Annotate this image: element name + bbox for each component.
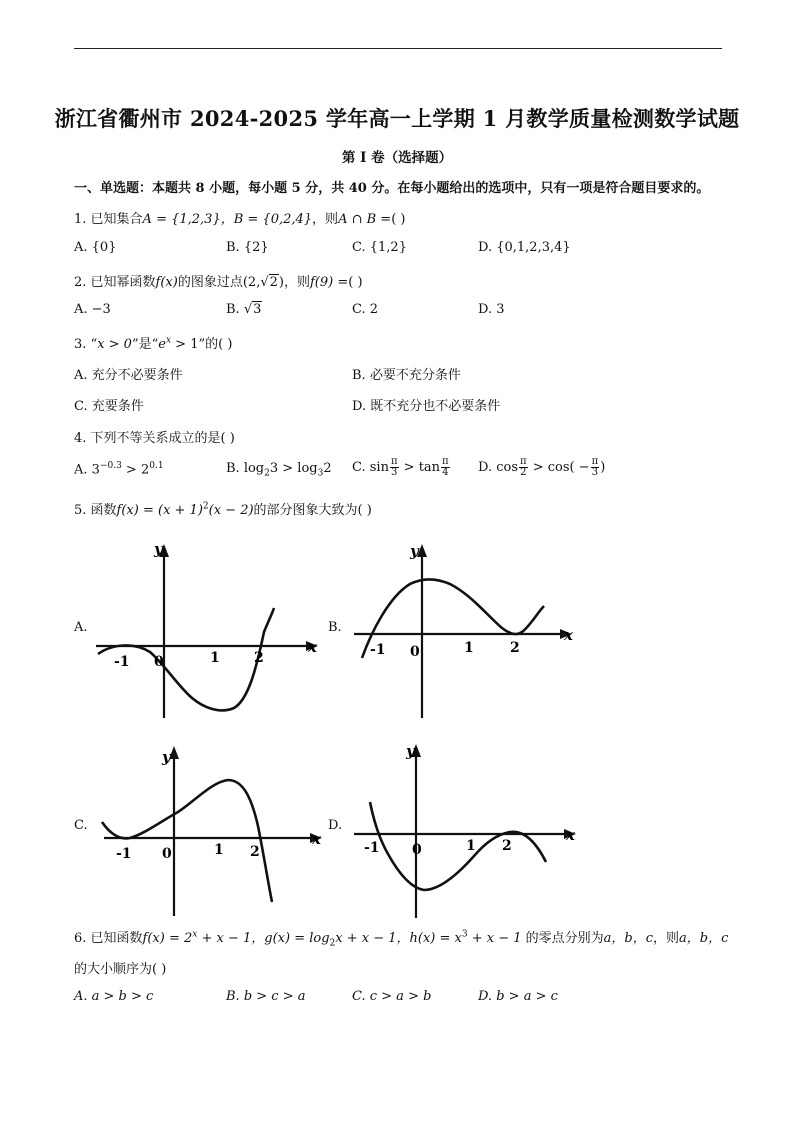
q5-graph-a[interactable] <box>92 540 332 720</box>
question-3-stem: 3. “x > 0”是“$e^x > 1$”的( ) <box>74 335 233 352</box>
q4-option-c[interactable]: C. sin $\frac{\pi}{3}$ > tan $\frac{\pi}{4}$ <box>352 456 449 478</box>
question-1-stem: 1. 已知集合A = {1,2,3}，B = {0,2,4}，则A ∩ B =( ) <box>74 212 406 227</box>
y-axis-label: y <box>154 540 163 558</box>
volume-subtitle: 第 I 卷（选择题） <box>341 150 453 166</box>
tick-label: -1 <box>114 654 130 670</box>
q2-option-c[interactable]: C. 2 <box>352 302 379 317</box>
tick-label: 0 <box>410 644 420 660</box>
q5-graph-d[interactable] <box>350 742 590 922</box>
q3-option-c[interactable]: C. 充要条件 <box>74 399 144 414</box>
q5-graph-b[interactable] <box>350 540 590 720</box>
tick-label: 1 <box>214 842 224 858</box>
question-4-stem: 4. 下列不等关系成立的是( ) <box>74 431 235 446</box>
q6-option-a[interactable]: A. a > b > c <box>74 989 154 1004</box>
q6-option-d[interactable]: D. b > a > c <box>478 989 558 1004</box>
q3-option-b[interactable]: B. 必要不充分条件 <box>352 368 461 383</box>
q5-option-c-label[interactable]: C. <box>74 818 88 833</box>
tick-label: 2 <box>250 844 260 860</box>
q5-option-b-label[interactable]: B. <box>328 620 342 635</box>
x-axis-label: x <box>566 826 575 844</box>
tick-label: 1 <box>466 838 476 854</box>
q1-option-b[interactable]: B. {2} <box>226 240 269 255</box>
question-5-stem: 5. 函数$f(x) = (x + 1)^2(x - 2)$的部分图象大致为( ) <box>74 501 372 518</box>
q2-option-b[interactable]: B. √3 <box>226 302 262 317</box>
x-axis-label: x <box>308 638 317 656</box>
tick-label: 1 <box>464 640 474 656</box>
tick-label: 0 <box>154 654 164 670</box>
section-instruction: 一、单选题：本题共 8 小题，每小题 5 分，共 40 分。在每小题给出的选项中，只有一项是符合题目要求的。 <box>74 181 710 196</box>
tick-label: 2 <box>254 650 264 666</box>
q4-option-a[interactable]: A. $3^{-0.3} > 2^{0.1}$ <box>74 461 164 478</box>
y-axis-label: y <box>406 742 415 760</box>
tick-label: 2 <box>502 838 512 854</box>
y-axis-label: y <box>162 748 171 766</box>
q4-option-d[interactable]: D. cos $\frac{\pi}{2}$ > cos( − $\frac{\pi}{3}$ ) <box>478 456 606 478</box>
q5-option-d-label[interactable]: D. <box>328 818 343 833</box>
tick-label: 1 <box>210 650 220 666</box>
q1-option-d[interactable]: D. {0,1,2,3,4} <box>478 240 571 255</box>
q2-option-a[interactable]: A. −3 <box>74 302 111 317</box>
tick-label: -1 <box>370 642 386 658</box>
header-rule <box>74 48 722 49</box>
question-6-stem-line2: 的大小顺序为( ) <box>74 962 167 977</box>
q5-option-a-label[interactable]: A. <box>74 620 88 635</box>
tick-label: 0 <box>162 846 172 862</box>
q4-option-b[interactable]: B. $\log_23 > \log_32$ <box>226 461 332 479</box>
x-axis-label: x <box>564 626 573 644</box>
q3-option-a[interactable]: A. 充分不必要条件 <box>74 368 183 383</box>
q3-option-d[interactable]: D. 既不充分也不必要条件 <box>352 399 501 414</box>
q1-option-a[interactable]: A. {0} <box>74 240 117 255</box>
y-axis-label: y <box>410 542 419 560</box>
tick-label: -1 <box>364 840 380 856</box>
q6-option-c[interactable]: C. c > a > b <box>352 989 432 1004</box>
q5-graph-c[interactable] <box>92 742 332 922</box>
question-2-stem: 2. 已知幂函数f(x)的图象过点(2,√2)，则f(9) =( ) <box>74 275 363 290</box>
question-6-stem-line1: 6. 已知函数$f(x) = 2^x + x - 1$，$g(x) = \log_2x + x - 1$，$h(x) = x^3 + x - 1$ 的零点分别为a，b，c，则a，b，c <box>74 929 729 949</box>
tick-label: 0 <box>412 842 422 858</box>
tick-label: -1 <box>116 846 132 862</box>
q6-option-b[interactable]: B. b > c > a <box>226 989 306 1004</box>
page-title: 浙江省衢州市 2024-2025 学年高一上学期 1 月教学质量检测数学试题 <box>54 106 740 131</box>
tick-label: 2 <box>510 640 520 656</box>
x-axis-label: x <box>312 830 321 848</box>
q1-option-c[interactable]: C. {1,2} <box>352 240 407 255</box>
q2-option-d[interactable]: D. 3 <box>478 302 505 317</box>
